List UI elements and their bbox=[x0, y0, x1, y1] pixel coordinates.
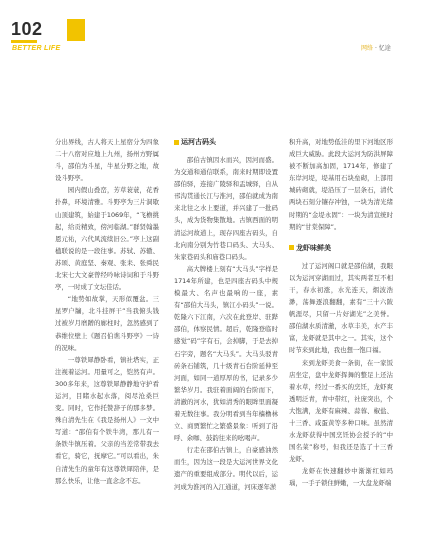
page-number: 102 bbox=[11, 19, 43, 39]
section-header bbox=[361, 43, 391, 52]
page-top-area bbox=[0, 0, 427, 129]
section-name: 忆途 bbox=[378, 45, 391, 52]
text-column-3 bbox=[289, 136, 393, 490]
text-column-2 bbox=[174, 136, 278, 493]
subheading-canal-dock bbox=[174, 136, 278, 148]
subheading-text: 运河古码头 bbox=[181, 138, 216, 146]
magazine-name: BETTER LIFE bbox=[12, 45, 61, 52]
paragraph: 龙虾在快速翻炒中渐渐红如玛瑙，一手子锁住鲜嫩，一大盘龙虾端 bbox=[289, 467, 393, 488]
subheading-crayfish bbox=[289, 242, 393, 254]
heading-bullet-icon bbox=[174, 140, 179, 145]
paragraph: 积升高，对地势低洼的里下河地区形成巨大威胁。此段大运河为防洪屏障被不断加高加固，1714年，修建了东岸河堤，堤基用石块垒砌，上部用城砖砌就，堤沿压了一层条石，清代两块石刻分镶存冲蚀，一块为清光绪时期的“金堤永固”：一块为清宣统时期的“甘棠保障”。 bbox=[289, 138, 393, 231]
paragraph: 来到龙虾美食一条街，在一家饭店坐定，盘中龙虾挥舞的整足上还沾着水草，经过一番买的烹饪，龙虾爽透明泛青，青中带红，社庞突出，个大饱满，龙虾有麻辣、蒜蓉、椒盐、十三香、咸蛋黄等多种口味。虽然清水龙虾获得中国烹饪协会授予的“中国名菜”称号，但我还是选了十三香龙虾。 bbox=[289, 358, 393, 464]
paragraph: 分出界线，古人将天上星宿分为四象二十八宿对应地上九州，扬州方野属斗，邵伯为斗星，牛星分野之地，故设斗野亭。 bbox=[55, 138, 159, 183]
paragraph: 高大牌楼上刻有“大马头”字样是1714年所建，也是四座古码头中规模最大、名声也最响的一座，素有“邵伯大马头，镇江小码头”一说。乾隆六下江南，六次在此登岸、驻跸邵伯，体察民情。超后，乾隆登临时感觉“码”字有石，会掉脚，于是去掉石字旁，题名“大马头”。大马头驳青砖条石铺筑，几十级青石台阶延伸至河面，如同一道厚厚的书，记录多少繁华岁月。我驻着面阔的台阶而下，清澈的河水，犹如清秀的眼眸里面凝着无数往事。我分明看到当年樯橹林立、商贾繁忙之繁盛景象：听到了沿呼、余咖、鼓韵往来的吆喝声。 bbox=[174, 264, 278, 443]
paragraph: 邵伯古镇因水而兴，因河而盛。为交通和通信联系，南来时期即设置邵伯驿，连接广陵驿和盂城驿，自从邗沟贯通长江与淮河，邵伯就成为南来北往之水上要道，并兴建了一批码头，成为货物集散地。古镇西面的明清运河故道上，现存四座古码头，自北向南分别为竹巷口码头、大马头、朱家巷码头和庙巷口码头。 bbox=[174, 156, 278, 261]
paragraph: 行走在邵伯古镇上，自豪感油然而生，因为这一段是大运河世界文化遗产的重要组成部分。明代以后，运河成为淮河的入江通道，河床逐年淤 bbox=[174, 446, 278, 491]
section-prefix: 网络 bbox=[361, 45, 374, 52]
section-color-tag bbox=[67, 19, 85, 41]
page-number-underline bbox=[11, 40, 37, 43]
paragraph: “地势如故掌，天形似覆盆。三星罗户牖，北斗挂屏干”当我俯头钱过被岁月磨蹭的廊柱时，忽然感到了恭维位壁上《题召伯谯斗野亭》一诗的况味。 bbox=[55, 295, 159, 352]
text-column-1 bbox=[55, 136, 159, 487]
subheading-text: 龙虾味鲜美 bbox=[296, 243, 331, 252]
section-separator: · bbox=[374, 45, 377, 52]
paragraph: 过了运河阁口就是邵伯湖，我眼以为运河穿湖而过，其实两者互不相干，春水初涨，水光连天，烟波浩渺，荡舞逐浪翻翻，素有“三十六陂帆涯尽，只留一片好湖光”之美誉。邵伯湖水质清澈，水草丰美，水产丰富，龙虾就是其中之一。其实，这个时节来到此地，我也想一饱口福。 bbox=[289, 261, 393, 355]
paragraph: 园内假山叠峦，芳草蓑蓑，花香扑鼻，环境清雅。斗野亭为三片洞歇山顶建筑，始建于1069年，“飞檐挑起，给贡精致，傍河临湖。”群贤翰墨恩元祐，六代风流续旧公。”亭上这副楹联说的是一段往事。苏轼、苏辙、苏颂、黄庭坚、秦观、张耒、张舜民北宋七大文豪曾经吟咏诗词和于斗野亭，一时成了文坛佳话。 bbox=[55, 186, 159, 292]
heading-bullet-icon bbox=[289, 245, 294, 250]
paragraph: 一尊铁犀静卧看，镇社塔实，正注视着运河。用量可之，铠然有声。300多年来，这尊铁犀静静地守护看运河，目睹水起水落，阅尽沧桑巨变。同时，它作托赞辞子的那多梦。殊自清先生在《我是扬州人》一文中写道：“邵伯有个铁牛湾，那儿有一条铁牛镇压着。父亲的当差常带我去看它，骑它，抚摩它。”可以看出，朱自清先生的童年有这尊铁犀陪伴，是那么快乐，让他一直念念不忘。 bbox=[55, 355, 159, 485]
